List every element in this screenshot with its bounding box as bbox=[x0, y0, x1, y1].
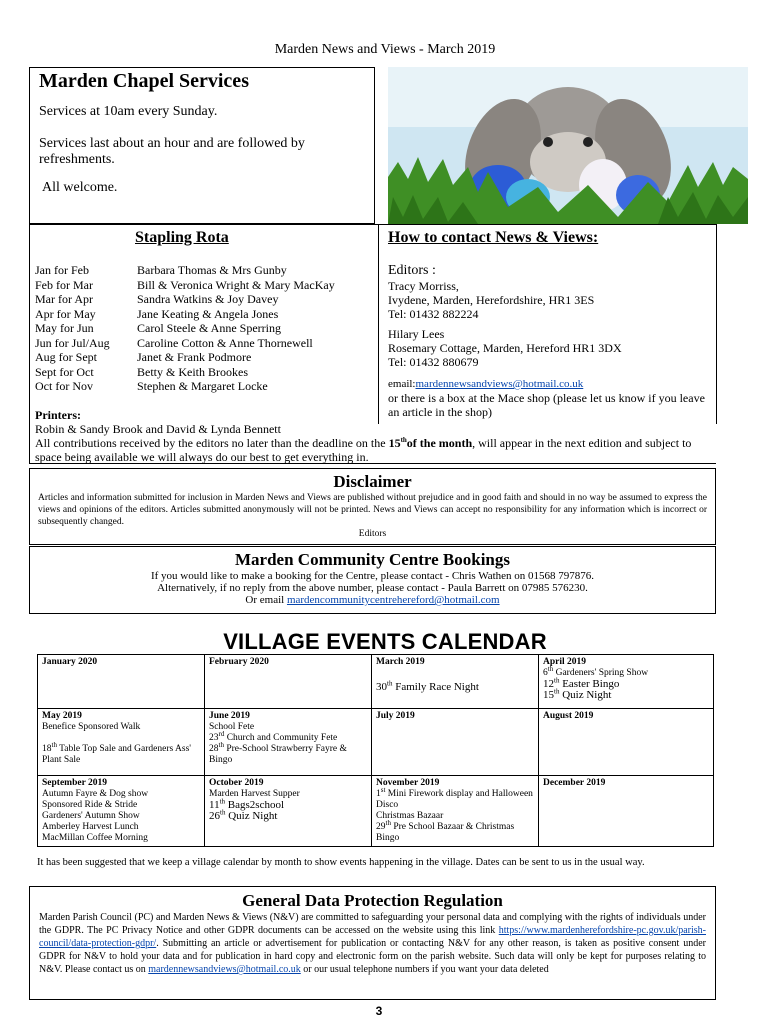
rota-row: Aug for Sept Janet & Frank Podmore bbox=[35, 350, 252, 364]
community-centre-box bbox=[29, 546, 716, 614]
rota-row: Jan for Feb Barbara Thomas & Mrs Gunby bbox=[35, 263, 287, 277]
calendar-cell: April 2019 6th Gardeners' Spring Show 12th Easter Bingo 15th Quiz Night bbox=[539, 655, 714, 709]
disclaimer-title: Disclaimer bbox=[333, 472, 412, 491]
editors-label: Editors : bbox=[388, 263, 436, 278]
contact-email-line: email:mardennewsandviews@hotmail.co.uk bbox=[388, 378, 584, 390]
contact-title: How to contact News & Views: bbox=[388, 229, 599, 246]
easter-bunny-image bbox=[388, 67, 748, 224]
community-line-3: Or email mardencommunitycentrehereford@hotmail.com bbox=[245, 594, 500, 606]
chapel-title: Marden Chapel Services bbox=[39, 70, 249, 92]
calendar-cell: November 2019 1st Mini Firework display and Halloween Disco Christmas Bazaar 29th Pre School Bazaar & Christmas Bingo bbox=[372, 776, 539, 847]
disclaimer-text: Articles and information submitted for inclusion in Marden News and Views are published without prejudice and in good faith and should in no way be assumed to express the views and opinions of the editors. Articles submitted anonymously will not be printed. News and Views can accept no responsibility for any information which is incorrect or subsequently changed. bbox=[38, 493, 707, 527]
rota-row: May for Jun Carol Steele & Anne Sperring bbox=[35, 321, 281, 335]
editor-2-address: Rosemary Cottage, Marden, Hereford HR1 3DX bbox=[388, 341, 622, 355]
calendar-cell: March 2019 30th Family Race Night bbox=[372, 655, 539, 709]
page-number: 3 bbox=[375, 1004, 383, 1018]
rota-row: Jun for Jul/Aug Caroline Cotton & Anne Thornewell bbox=[35, 335, 313, 350]
chapel-services-box bbox=[29, 67, 375, 224]
gdpr-link[interactable]: https://www.mardenherefordshire-pc.gov.uk/parish-council/data-protection-gdpr/ bbox=[39, 925, 706, 949]
community-title: Marden Community Centre Bookings bbox=[235, 550, 510, 569]
editor-2-phone: Tel: 01432 880679 bbox=[388, 355, 479, 369]
stapling-rota-title: Stapling Rota bbox=[135, 229, 229, 246]
calendar-cell: June 2019 School Fete 23rd Church and Community Fete 28th Pre-School Strawberry Fayre & Bingo bbox=[205, 709, 372, 776]
stapling-rota-list bbox=[35, 263, 335, 394]
community-email-link[interactable]: mardencommunitycentrehereford@hotmail.com bbox=[286, 594, 500, 606]
page-header: Marden News and Views - March 2019 bbox=[274, 42, 496, 57]
calendar-cell: May 2019 Benefice Sponsored Walk 18th Table Top Sale and Gardeners Ass' Plant Sale bbox=[38, 709, 205, 776]
calendar-title: VILLAGE EVENTS CALENDAR bbox=[223, 629, 547, 654]
contact-details bbox=[388, 262, 708, 419]
events-calendar-table bbox=[37, 654, 714, 847]
disclaimer-box bbox=[29, 468, 716, 545]
table-row bbox=[38, 776, 714, 847]
printers-label: Printers: bbox=[35, 408, 81, 422]
rota-row: Apr for May Jane Keating & Angela Jones bbox=[35, 306, 279, 321]
deadline-text: All contributions received by the editors no later than the deadline on the 15thof the month, will appear in the next edition and subject to space being available we will always do our best to get everything in. bbox=[35, 436, 692, 464]
table-row bbox=[38, 709, 714, 776]
editor-2-name: Hilary Lees bbox=[388, 327, 445, 341]
community-line-1: If you would like to make a booking for the Centre, please contact - Chris Wathen on 01568 797876. bbox=[150, 570, 595, 582]
editor-1-name: Tracy Morriss, bbox=[388, 279, 459, 293]
gdpr-box bbox=[29, 886, 716, 1000]
contact-email-link[interactable]: mardennewsandviews@hotmail.co.uk bbox=[415, 378, 584, 390]
rota-row: Sept for Oct Betty & Keith Brookes bbox=[35, 364, 248, 379]
calendar-cell: February 2020 bbox=[205, 655, 372, 709]
table-row bbox=[38, 655, 714, 709]
editor-1-phone: Tel: 01432 882224 bbox=[388, 307, 479, 321]
calendar-cell: July 2019 bbox=[372, 709, 539, 776]
chapel-line-3: All welcome. bbox=[42, 180, 118, 195]
editor-1-address: Ivydene, Marden, Herefordshire, HR1 3ES bbox=[388, 293, 595, 307]
calendar-cell: August 2019 bbox=[539, 709, 714, 776]
community-line-2: Alternatively, if no reply from the above number, please contact - Paula Barrett on 07985 576230. bbox=[157, 582, 588, 594]
rota-row: Oct for Nov Stephen & Margaret Locke bbox=[35, 379, 268, 393]
rota-row: Feb for Mar Bill & Veronica Wright & Mary MacKay bbox=[35, 277, 335, 292]
printers-names: Robin & Sandy Brook and David & Lynda Bennett bbox=[35, 422, 281, 436]
mace-shop-note: or there is a box at the Mace shop (please let us know if you leave an article in the shop) bbox=[388, 391, 705, 419]
disclaimer-sign: Editors bbox=[358, 529, 387, 539]
chapel-line-2: Services last about an hour and are followed by refreshments. bbox=[39, 136, 305, 167]
gdpr-title: General Data Protection Regulation bbox=[242, 891, 503, 910]
printers-section bbox=[35, 408, 715, 464]
calendar-cell: December 2019 bbox=[539, 776, 714, 847]
gdpr-text: Marden Parish Council (PC) and Marden News & Views (N&V) are committed to safeguarding your personal data and complying with the rights of individuals under the GDPR. The PC Privacy Notice and other GDPR documents can be accessed on the website using this link https://www.mardenherefordshire-pc.gov.uk/parish-council/data-protection-gdpr/. Submitting an article or advertisement for publication or contacting N&V for any other reason, is taken as positive consent under GDPR for N&V to hold your data and for publication in hard copy and electronic form on the parish website. Such data will only be kept for purposes relating to N&V. Please contact us on mardennewsandviews@hotmail.co.uk or our usual telephone numbers if you want your data deleted bbox=[39, 912, 706, 975]
calendar-cell: September 2019 Autumn Fayre & Dog show Sponsored Ride & Stride Gardeners' Autumn Show Amberley Harvest Lunch MacMillan Coffee Morning bbox=[38, 776, 205, 847]
calendar-cell: January 2020 bbox=[38, 655, 205, 709]
gdpr-email-link[interactable]: mardennewsandviews@hotmail.co.uk bbox=[148, 964, 301, 975]
calendar-cell: October 2019 Marden Harvest Supper 11th Bags2school 26th Quiz Night bbox=[205, 776, 372, 847]
rota-row: Mar for Apr Sandra Watkins & Joy Davey bbox=[35, 292, 279, 306]
calendar-note: It has been suggested that we keep a village calendar by month to show events happening in the village. Dates can be sent to us in the usual way. bbox=[37, 857, 645, 868]
chapel-line-1: Services at 10am every Sunday. bbox=[39, 104, 218, 119]
